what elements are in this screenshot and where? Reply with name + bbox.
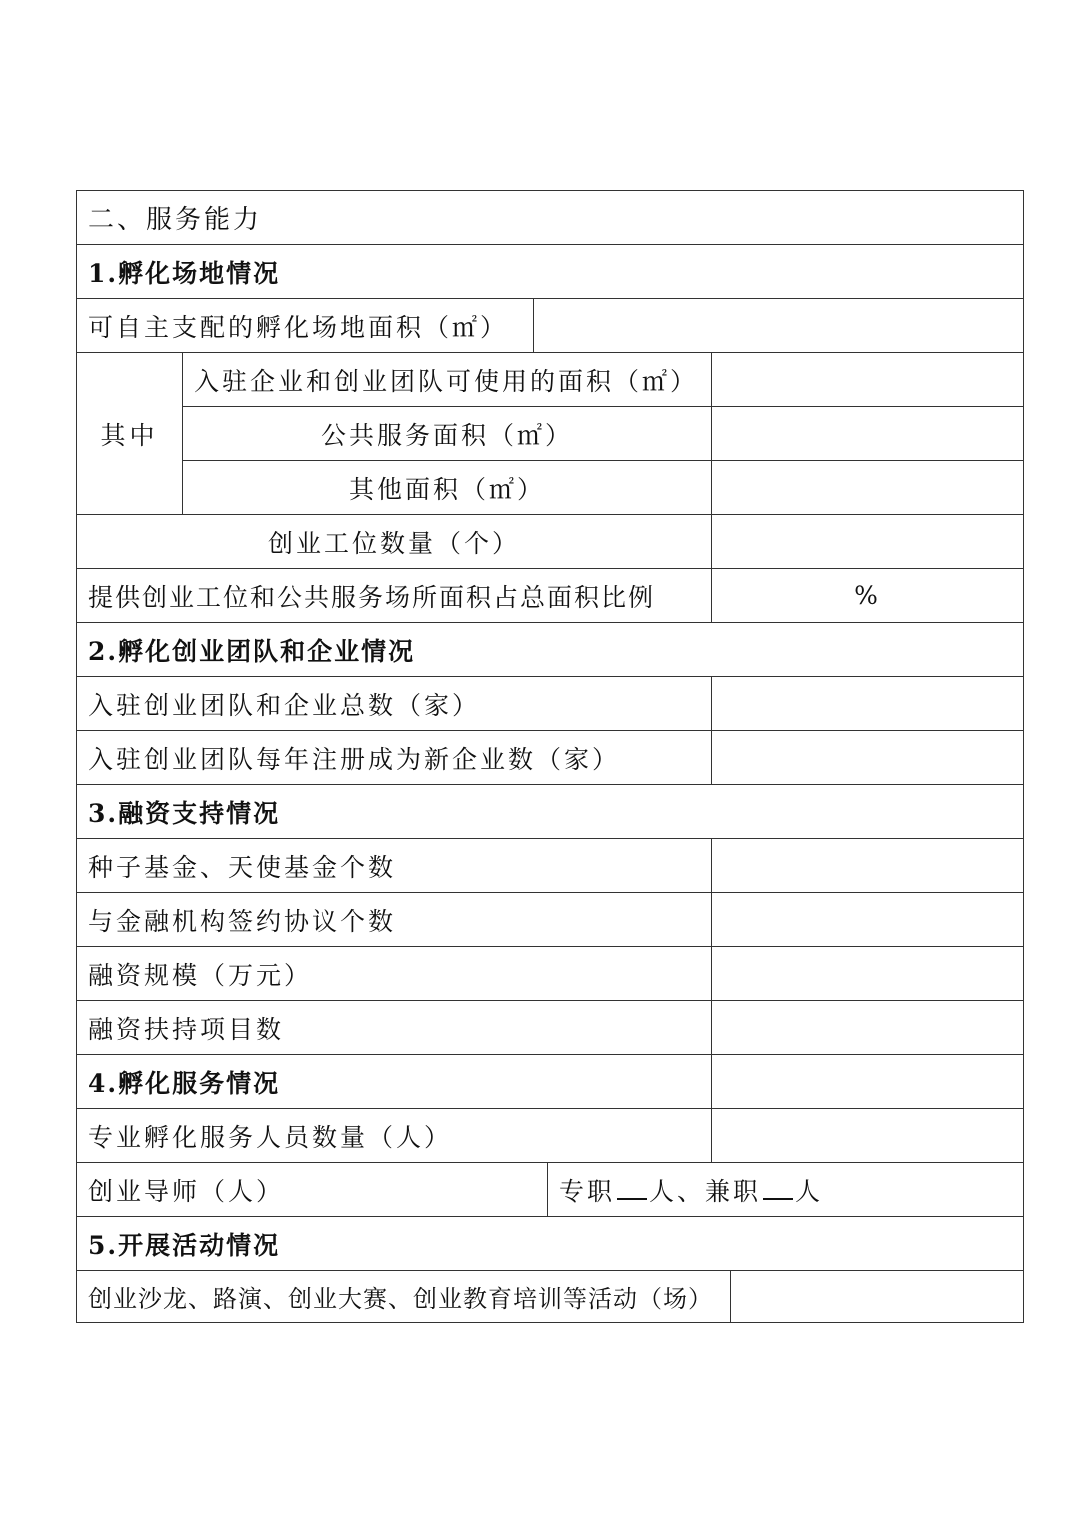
mentors-value[interactable] [547,1163,1023,1216]
funds-label: 种子基金、天使基金个数 [88,852,397,882]
tenant-total-label: 入驻创业团队和企业总数（家） [88,690,481,720]
agreements-label: 与金融机构签约协议个数 [88,906,397,936]
service-staff-row [77,1109,1023,1163]
other-area-value[interactable] [711,461,1023,514]
financing-scale-label: 融资规模（万元） [88,960,313,990]
of-which-label: 其中 [77,353,183,515]
funded-projects-row [77,1001,1023,1055]
service-staff-label: 专业孵化服务人员数量（人） [88,1122,453,1152]
service-staff-value[interactable] [711,1109,1023,1162]
funded-projects-value[interactable] [711,1001,1023,1054]
s1-title: 1.孵化场地情况 [88,258,281,288]
tenant-total-row [77,677,1023,731]
s5-heading-row [77,1217,1023,1271]
fulltime-unit: 人 [649,1176,678,1206]
section-title: 二、服务能力 [88,205,263,235]
workstations-row [77,515,1023,569]
fulltime-prefix: 专职 [559,1176,616,1206]
financing-scale-row [77,947,1023,1001]
activities-label: 创业沙龙、路演、创业大赛、创业教育培训等活动（场） [88,1285,713,1313]
new-registration-value[interactable] [711,731,1023,784]
s2-title: 2.孵化创业团队和企业情况 [88,636,416,666]
parttime-blank[interactable] [763,1180,793,1200]
tenant-area-value[interactable] [711,353,1023,406]
activities-row [77,1271,1023,1322]
financing-scale-value[interactable] [711,947,1023,1000]
ratio-label: 提供创业工位和公共服务场所面积占总面积比例 [88,582,656,612]
service-capability-form [76,190,1024,1323]
s2-heading-row [77,623,1023,677]
total-area-value[interactable] [533,299,1023,352]
activities-value[interactable] [730,1271,1023,1322]
total-area-row [77,299,1023,353]
workstations-value[interactable] [711,515,1023,568]
workstations-label: 创业工位数量（个） [267,528,520,558]
s5-title: 5.开展活动情况 [88,1230,281,1260]
agreements-row [77,893,1023,947]
funded-projects-label: 融资扶持项目数 [88,1014,285,1044]
public-area-label: 公共服务面积（㎡） [320,420,573,450]
s4-heading-row [77,1055,1023,1109]
parttime-unit: 人 [795,1176,824,1206]
public-area-row [183,407,1023,461]
parttime-prefix: 、兼职 [677,1176,762,1206]
s4-title: 4.孵化服务情况 [88,1068,281,1098]
agreements-value[interactable] [711,893,1023,946]
ratio-value[interactable] [711,569,1023,622]
new-registration-label: 入驻创业团队每年注册成为新企业数（家） [88,744,621,774]
tenant-total-value[interactable] [711,677,1023,730]
s1-heading-row [77,245,1023,299]
percent-unit: % [854,581,881,610]
section-title-row [77,191,1023,245]
public-area-value[interactable] [711,407,1023,460]
tenant-area-row [183,353,1023,407]
ratio-row [77,569,1023,623]
other-area-label: 其他面积（㎡） [348,474,545,504]
mentors-label: 创业导师（人） [88,1176,285,1206]
total-area-label: 可自主支配的孵化场地面积（㎡） [88,312,509,342]
s3-title: 3.融资支持情况 [88,798,281,828]
s4-title-value[interactable] [711,1055,1023,1108]
funds-row [77,839,1023,893]
funds-value[interactable] [711,839,1023,892]
mentors-row [77,1163,1023,1217]
other-area-row [77,461,1023,515]
fulltime-blank[interactable] [617,1180,647,1200]
s3-heading-row [77,785,1023,839]
tenant-area-label: 入驻企业和创业团队可使用的面积（㎡） [194,366,699,396]
new-registration-row [77,731,1023,785]
